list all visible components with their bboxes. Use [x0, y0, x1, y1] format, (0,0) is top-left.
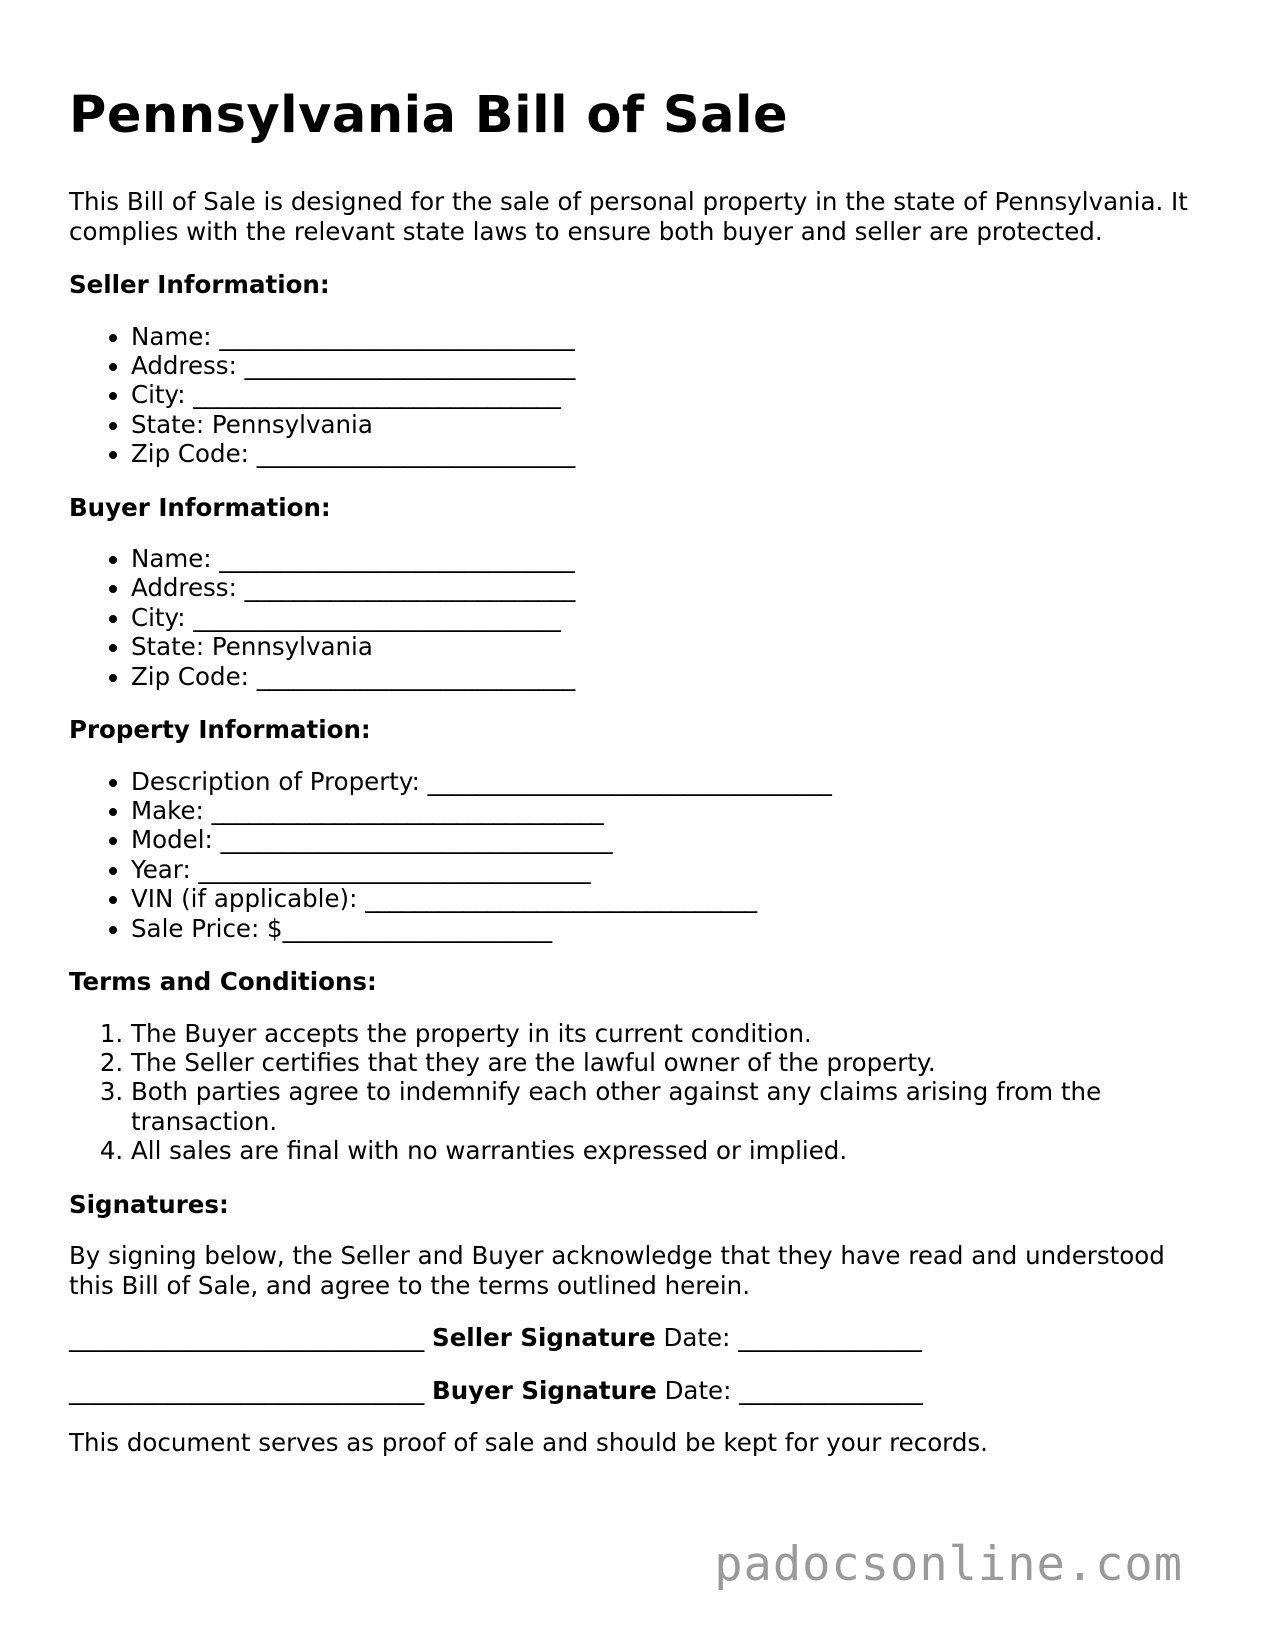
- buyer-heading: Buyer Information:: [69, 492, 331, 522]
- property-sale-price-field: • Sale Price: $______________________: [131, 914, 1199, 943]
- seller-date-field: Date: _______________: [655, 1323, 922, 1353]
- buyer-signature-label: Buyer Signature: [432, 1375, 657, 1405]
- terms-item: 2. The Seller certifies that they are the lawful owner of the property.: [131, 1048, 1199, 1077]
- terms-item: 4. All sales are final with no warranties expressed or implied.: [131, 1136, 1199, 1165]
- seller-signature-line: [69, 1323, 1199, 1353]
- seller-signature-blank: _____________________________: [69, 1323, 433, 1353]
- seller-state-field: • State: Pennsylvania: [131, 410, 1199, 439]
- terms-heading: Terms and Conditions:: [69, 967, 377, 996]
- property-make-field: • Make: ________________________________: [131, 796, 1199, 825]
- signatures-heading: Signatures:: [69, 1189, 229, 1219]
- buyer-signature-blank: _____________________________: [69, 1375, 433, 1405]
- buyer-date-field: Date: _______________: [656, 1375, 923, 1405]
- buyer-name-field: • Name: _____________________________: [131, 544, 1199, 573]
- seller-signature-label: Seller Signature: [432, 1323, 656, 1353]
- document-title: Pennsylvania Bill of Sale: [69, 86, 789, 145]
- property-year-field: • Year: ________________________________: [131, 855, 1199, 884]
- buyer-city-field: • City: ______________________________: [131, 603, 1199, 632]
- watermark-text: padocsonline.com: [714, 1537, 1183, 1592]
- seller-heading: Seller Information:: [69, 270, 330, 299]
- property-description-field: • Description of Property: _________________________________: [131, 767, 1199, 796]
- seller-name-field: • Name: _____________________________: [131, 322, 1199, 351]
- terms-list: [69, 1019, 1199, 1166]
- seller-list: [69, 322, 1199, 469]
- property-heading: Property Information:: [69, 715, 371, 745]
- buyer-list: [69, 544, 1199, 691]
- buyer-signature-line: [69, 1376, 1199, 1406]
- intro-paragraph: This Bill of Sale is designed for the sale of personal property in the state of Pennsylvania. It complies with the relevant state laws to ensure both buyer and seller are protected.: [69, 187, 1188, 246]
- seller-city-field: • City: ______________________________: [131, 380, 1199, 409]
- terms-item: 3. Both parties agree to indemnify each other against any claims arising from the transaction.: [131, 1077, 1199, 1136]
- signatures-paragraph: By signing below, the Seller and Buyer acknowledge that they have read and understood this Bill of Sale, and agree to the terms outlined herein.: [69, 1241, 1165, 1300]
- seller-address-field: • Address: ___________________________: [131, 351, 1199, 380]
- terms-item: 1. The Buyer accepts the property in its current condition.: [131, 1019, 1199, 1048]
- property-model-field: • Model: ________________________________: [131, 825, 1199, 854]
- property-vin-field: • VIN (if applicable): ________________________________: [131, 884, 1199, 913]
- closing-paragraph: This document serves as proof of sale and should be kept for your records.: [69, 1428, 988, 1458]
- document-page: [69, 84, 1199, 1458]
- property-list: [69, 767, 1199, 943]
- seller-zip-field: • Zip Code: __________________________: [131, 439, 1199, 468]
- buyer-zip-field: • Zip Code: __________________________: [131, 662, 1199, 691]
- buyer-address-field: • Address: ___________________________: [131, 573, 1199, 602]
- buyer-state-field: • State: Pennsylvania: [131, 632, 1199, 661]
